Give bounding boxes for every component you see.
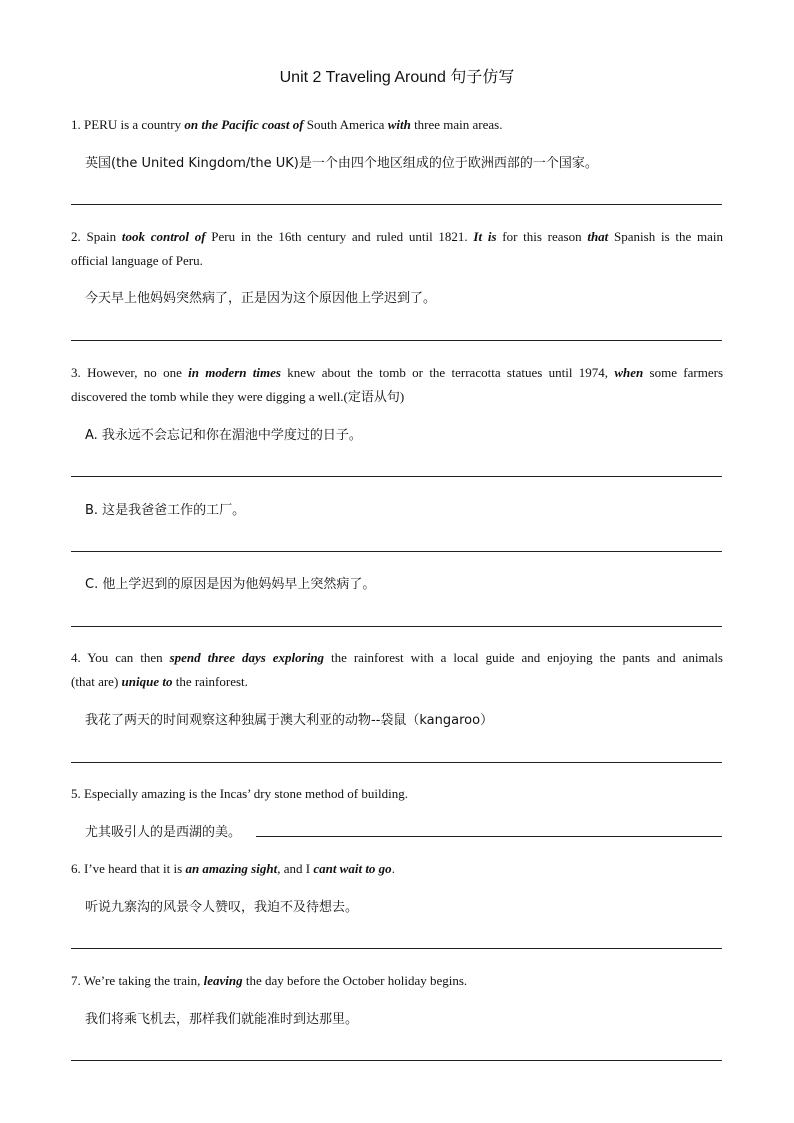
answer-line-1[interactable]: [71, 204, 722, 205]
key-phrase: leaving: [203, 973, 243, 988]
answer-line-5[interactable]: [256, 836, 722, 837]
question-4-line-1: 4. You can then spend three days exploring the rainforest with a local guide and enjoying the pants and animals: [71, 650, 723, 665]
answer-line-6[interactable]: [71, 948, 722, 949]
question-3a-prompt: A. 我永远不会忘记和你在湄池中学度过的日子。: [85, 428, 362, 443]
key-phrase: spend three days exploring: [169, 650, 325, 665]
question-1: 1. PERU is a country on the Pacific coast of South America with three main areas.: [71, 117, 503, 132]
question-5: 5. Especially amazing is the Incas’ dry stone method of building.: [71, 786, 408, 801]
key-phrase: took control of: [121, 229, 206, 244]
key-phrase: It is: [473, 229, 497, 244]
key-phrase: when: [614, 365, 644, 380]
question-7-prompt: 我们将乘飞机去，那样我们就能准时到达那里。: [85, 1012, 359, 1027]
question-3-line-1: 3. However, no one in modern times knew about the tomb or the terracotta statues until 1974, when some farmers: [71, 365, 724, 380]
question-2-line-2: official language of Peru.: [71, 253, 203, 268]
key-phrase: an amazing sight: [185, 861, 278, 876]
answer-line-2[interactable]: [71, 340, 722, 341]
key-phrase: that: [587, 229, 609, 244]
question-3b-prompt: B. 这是我爸爸工作的工厂。: [85, 503, 246, 518]
question-6: 6. I’ve heard that it is an amazing sight, and I cant wait to go.: [71, 861, 395, 876]
question-5-prompt: 尤其吸引人的是西湖的美。: [85, 825, 242, 840]
question-2-prompt: 今天早上他妈妈突然病了，正是因为这个原因他上学迟到了。: [85, 291, 437, 306]
key-phrase: in modern times: [188, 365, 281, 380]
question-3c-prompt: C. 他上学迟到的原因是因为他妈妈早上突然病了。: [85, 577, 376, 592]
key-phrase: with: [387, 117, 411, 132]
answer-line-3a[interactable]: [71, 476, 722, 477]
question-2-line-1: 2. Spain took control of Peru in the 16th century and ruled until 1821. It is for this reason that Spanish is the main: [71, 229, 723, 244]
key-phrase: cant wait to go: [313, 861, 392, 876]
question-3-line-2: discovered the tomb while they were digging a well.(定语从句): [71, 389, 405, 404]
question-4-line-2: (that are) unique to the rainforest.: [71, 674, 248, 689]
key-phrase: on the Pacific coast of: [184, 117, 304, 132]
question-6-prompt: 听说九寨沟的风景令人赞叹，我迫不及待想去。: [85, 900, 359, 915]
answer-line-7[interactable]: [71, 1060, 722, 1061]
question-7: 7. We’re taking the train, leaving the day before the October holiday begins.: [71, 973, 468, 988]
key-phrase: unique to: [121, 674, 173, 689]
question-4-prompt: 我花了两天的时间观察这种独属于澳大利亚的动物--袋鼠（kangaroo）: [85, 713, 494, 728]
answer-line-3c[interactable]: [71, 626, 722, 627]
page-title: Unit 2 Traveling Around 句子仿写: [279, 69, 515, 86]
answer-line-3b[interactable]: [71, 551, 722, 552]
question-1-prompt: 英国(the United Kingdom/the UK)是一个由四个地区组成的位于欧洲西部的一个国家。: [85, 156, 598, 171]
answer-line-4[interactable]: [71, 762, 722, 763]
